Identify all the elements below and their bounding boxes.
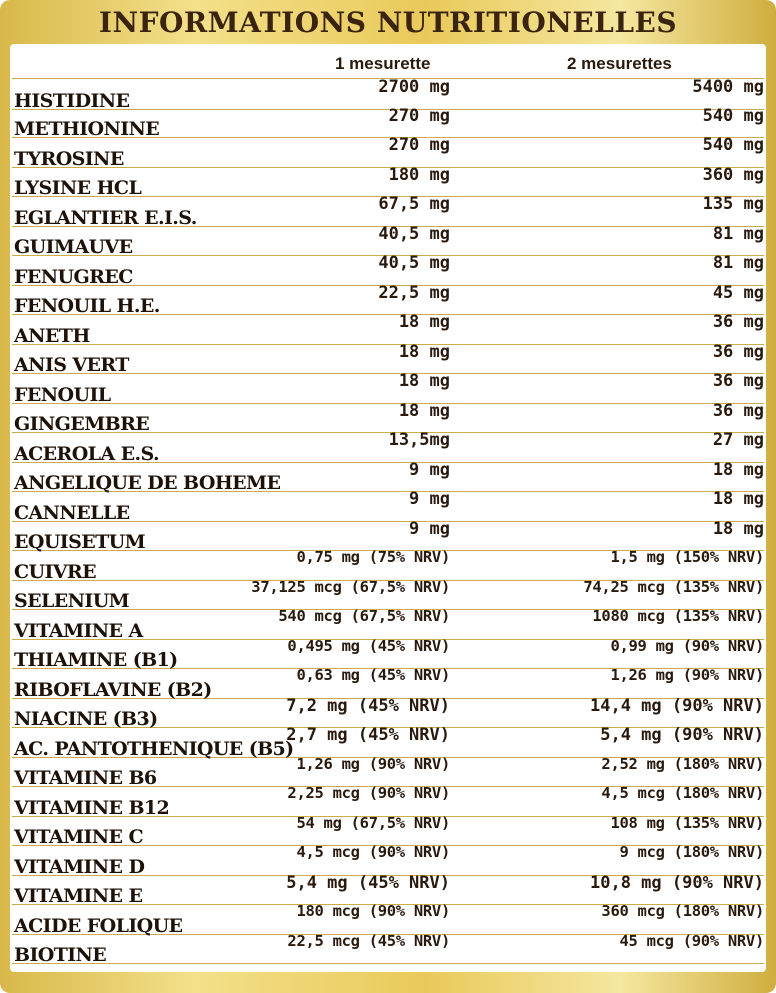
nutrient-name: VITAMINE D [14,855,145,878]
table-row [12,432,764,463]
value-2-mesurettes: 135 mg [702,194,764,214]
value-1-mesurette: 18 mg [398,371,450,391]
nutrient-name: RIBOFLAVINE (B2) [14,678,212,701]
value-1-mesurette: 0,63 mg (45% NRV) [296,666,450,684]
nutrient-name: FENOUIL H.E. [14,295,160,317]
table-row [12,105,764,140]
value-2-mesurettes: 1,26 mg (90% NRV) [610,666,764,684]
table-row [12,255,764,286]
table-row [12,904,764,935]
value-2-mesurettes: 45 mcg (90% NRV) [619,931,764,950]
table-row [12,727,764,758]
table-row [12,400,764,435]
table-row [12,518,764,553]
value-2-mesurettes: 540 mg [702,135,764,155]
value-1-mesurette: 18 mg [398,400,450,421]
value-1-mesurette: 54 mg (67,5% NRV) [296,813,450,832]
nutrient-name: ACEROLA E.S. [14,442,159,465]
nutrient-name: TYROSINE [14,147,124,170]
nutrient-name: VITAMINE B12 [14,796,170,819]
table-row [12,609,764,640]
table-row [12,341,764,376]
nutrient-name: GINGEMBRE [14,413,150,435]
value-1-mesurette: 5,4 mg (45% NRV) [286,872,450,893]
value-1-mesurette: 37,125 mcg (67,5% NRV) [251,577,450,596]
nutrient-name: HISTIDINE [14,89,130,112]
value-1-mesurette: 7,2 mg (45% NRV) [286,695,450,716]
table-row [12,282,764,317]
nutrient-name: VITAMINE B6 [14,767,157,789]
value-2-mesurettes: 360 mg [702,164,764,185]
table-row [12,314,764,345]
value-2-mesurettes: 18 mg [712,489,764,509]
nutrient-name: ANIS VERT [14,354,129,376]
nutrient-name: NIACINE (B3) [14,708,158,730]
value-2-mesurettes: 81 mg [712,223,764,244]
value-2-mesurettes: 36 mg [712,341,764,362]
nutrient-name: EGLANTIER E.I.S. [14,206,197,229]
table-row [12,373,764,404]
value-1-mesurette: 180 mcg (90% NRV) [296,902,450,920]
table-row [12,459,764,494]
value-2-mesurettes: 36 mg [712,371,764,391]
nutrient-name: GUIMAUVE [14,236,133,258]
nutrient-name: METHIONINE [14,118,160,140]
table-row [12,813,764,848]
table-row [12,223,764,258]
value-2-mesurettes: 81 mg [712,253,764,273]
page-title: INFORMATIONS NUTRITIONELLES [98,6,678,39]
table-row [12,196,764,227]
value-1-mesurette: 22,5 mg [378,282,450,303]
table-row [12,550,764,581]
nutrient-name: THIAMINE (B1) [14,649,178,671]
value-2-mesurettes: 9 mcg (180% NRV) [619,843,764,861]
nutrient-name: CANNELLE [14,501,130,524]
nutrient-name: ANGELIQUE DE BOHEME [14,472,281,494]
nutrient-name: LYSINE HCL [14,177,142,199]
value-1-mesurette: 2,7 mg (45% NRV) [286,725,450,745]
value-2-mesurettes: 360 mcg (180% NRV) [601,902,764,920]
nutrient-name: ANETH [14,324,90,347]
value-2-mesurettes: 45 mg [712,282,764,303]
table-row [12,845,764,876]
nutrient-name: FENOUIL [14,383,111,406]
value-2-mesurettes: 14,4 mg (90% NRV) [590,695,764,716]
value-1-mesurette: 540 mcg (67,5% NRV) [278,607,450,625]
value-2-mesurettes: 18 mg [712,459,764,480]
value-1-mesurette: 270 mg [388,135,450,155]
table-row [12,754,764,789]
value-1-mesurette: 67,5 mg [378,194,450,214]
column-header-1: 1 mesurette [335,54,431,73]
table-row [12,668,764,699]
table-row [12,491,764,522]
nutrient-name: FENUGREC [14,265,133,288]
value-2-mesurettes: 5400 mg [692,77,764,97]
table-row [12,577,764,612]
value-2-mesurettes: 10,8 mg (90% NRV) [590,872,764,893]
table-row [12,137,764,168]
value-2-mesurettes: 36 mg [712,312,764,332]
nutrient-name: AC. PANTOTHENIQUE (B5) [14,737,294,760]
value-2-mesurettes: 4,5 mcg (180% NRV) [601,784,764,802]
value-1-mesurette: 180 mg [388,164,450,185]
value-2-mesurettes: 540 mg [702,105,764,126]
value-1-mesurette: 270 mg [388,105,450,126]
value-1-mesurette: 40,5 mg [378,223,450,244]
value-2-mesurettes: 2,52 mg (180% NRV) [601,754,764,773]
value-2-mesurettes: 108 mg (135% NRV) [610,813,764,832]
table-row [12,786,764,817]
value-1-mesurette: 0,495 mg (45% NRV) [287,636,450,655]
value-1-mesurette: 4,5 mcg (90% NRV) [296,843,450,861]
value-2-mesurettes: 0,99 mg (90% NRV) [610,636,764,655]
value-2-mesurettes: 74,25 mcg (135% NRV) [583,577,764,596]
nutrient-name: CUIVRE [14,560,96,583]
nutrient-name: EQUISETUM [14,531,146,553]
value-2-mesurettes: 18 mg [712,518,764,539]
value-2-mesurettes: 1080 mcg (135% NRV) [592,607,764,625]
nutrient-name: VITAMINE C [14,826,143,848]
value-1-mesurette: 18 mg [398,312,450,332]
value-1-mesurette: 0,75 mg (75% NRV) [296,548,450,566]
value-1-mesurette: 2700 mg [378,77,450,97]
table-row [12,872,764,907]
value-1-mesurette: 1,26 mg (90% NRV) [296,754,450,773]
value-2-mesurettes: 1,5 mg (150% NRV) [610,548,764,566]
value-2-mesurettes: 27 mg [712,430,764,450]
table-row [12,931,764,966]
value-1-mesurette: 2,25 mcg (90% NRV) [287,784,450,802]
value-2-mesurettes: 36 mg [712,400,764,421]
nutrient-name: SELENIUM [14,590,130,612]
nutrient-name: BIOTINE [14,944,107,966]
nutrient-name: VITAMINE E [14,885,143,907]
table-row [12,636,764,671]
nutrient-name: VITAMINE A [14,619,143,642]
value-1-mesurette: 9 mg [409,489,450,509]
table-row [12,695,764,730]
value-1-mesurette: 18 mg [398,341,450,362]
table-row [12,164,764,199]
nutrient-name: ACIDE FOLIQUE [14,914,183,937]
value-1-mesurette: 9 mg [409,518,450,539]
value-1-mesurette: 13,5mg [388,430,450,450]
value-1-mesurette: 22,5 mcg (45% NRV) [287,931,450,950]
column-header-2: 2 mesurettes [567,54,672,73]
value-2-mesurettes: 5,4 mg (90% NRV) [600,725,764,745]
value-1-mesurette: 9 mg [409,459,450,480]
value-1-mesurette: 40,5 mg [378,253,450,273]
